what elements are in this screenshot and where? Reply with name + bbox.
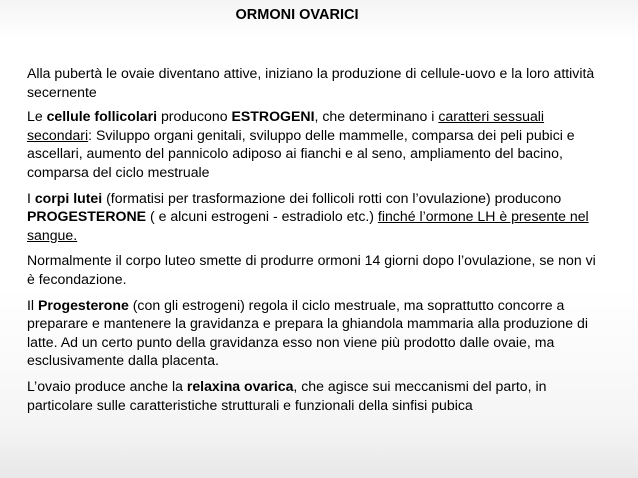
text-run: (formatisi per trasformazione dei follicoli rotti con l’ovulazione) producono <box>102 189 562 206</box>
paragraph-puberty <box>27 64 607 101</box>
term-relaxina: relaxina ovarica <box>186 377 294 394</box>
paragraph-progesterone <box>27 296 607 370</box>
text-run: Alla pubertà le ovaie diventano attive, iniziano la produzione di cellule-uovo e la loro attività secernente <box>27 65 595 100</box>
paragraph-estrogens <box>27 107 607 181</box>
text-run: Il <box>27 296 38 313</box>
slide-title: ORMONI OVARICI <box>235 7 359 23</box>
text-run: , che determinano i <box>314 108 439 125</box>
term-estrogeni: ESTROGENI <box>231 108 315 125</box>
paragraph-relaxina <box>27 377 607 414</box>
term-progesterone: PROGESTERONE <box>27 208 147 225</box>
text-run: I <box>27 189 35 206</box>
paragraph-corpo-luteo <box>27 251 607 288</box>
paragraph-corpi-lutei <box>27 189 607 245</box>
text-run: , che agisce sui meccanismi del parto, in particolare sulle caratteristiche strutturali e funzionali della sinfisi pubica <box>27 377 547 413</box>
text-run: L’ovaio produce anche la <box>27 377 187 394</box>
text-run: Le <box>27 108 47 125</box>
text-run: producono <box>157 108 232 125</box>
term-lh: finché l’ormone LH è presente nel sangue. <box>27 208 589 243</box>
slide-body <box>27 64 607 420</box>
term-caratteri-sessuali: caratteri sessuali secondari <box>27 108 545 143</box>
text-run: : Sviluppo organi genitali, sviluppo delle mammelle, comparsa dei peli pubici e ascellari, aumento del pannicolo adiposo ai fianchi e al seno, ampliamento del bacino, comparsa del ciclo mestruale <box>27 126 575 180</box>
text-run: ( e alcuni estrogeni - estradiolo etc.) <box>146 208 378 225</box>
term-progesterone-2: Progesterone <box>37 296 129 313</box>
text-run: (con gli estrogeni) regola il ciclo mestruale, ma soprattutto concorre a preparare e mantenere la gravidanza e prepara la ghiandola mammaria alla produzione di latte. Ad un certo punto della gravidanza esso non viene più prodotto dalle ovaie, ma esclusivamente dalla placenta. <box>27 296 588 369</box>
term-cellule-follicolari: cellule follicolari <box>46 108 158 125</box>
text-run: Normalmente il corpo luteo smette di produrre ormoni 14 giorni dopo l’ovulazione, se non vi è fecondazione. <box>27 252 596 287</box>
term-corpi-lutei: corpi lutei <box>34 189 103 206</box>
